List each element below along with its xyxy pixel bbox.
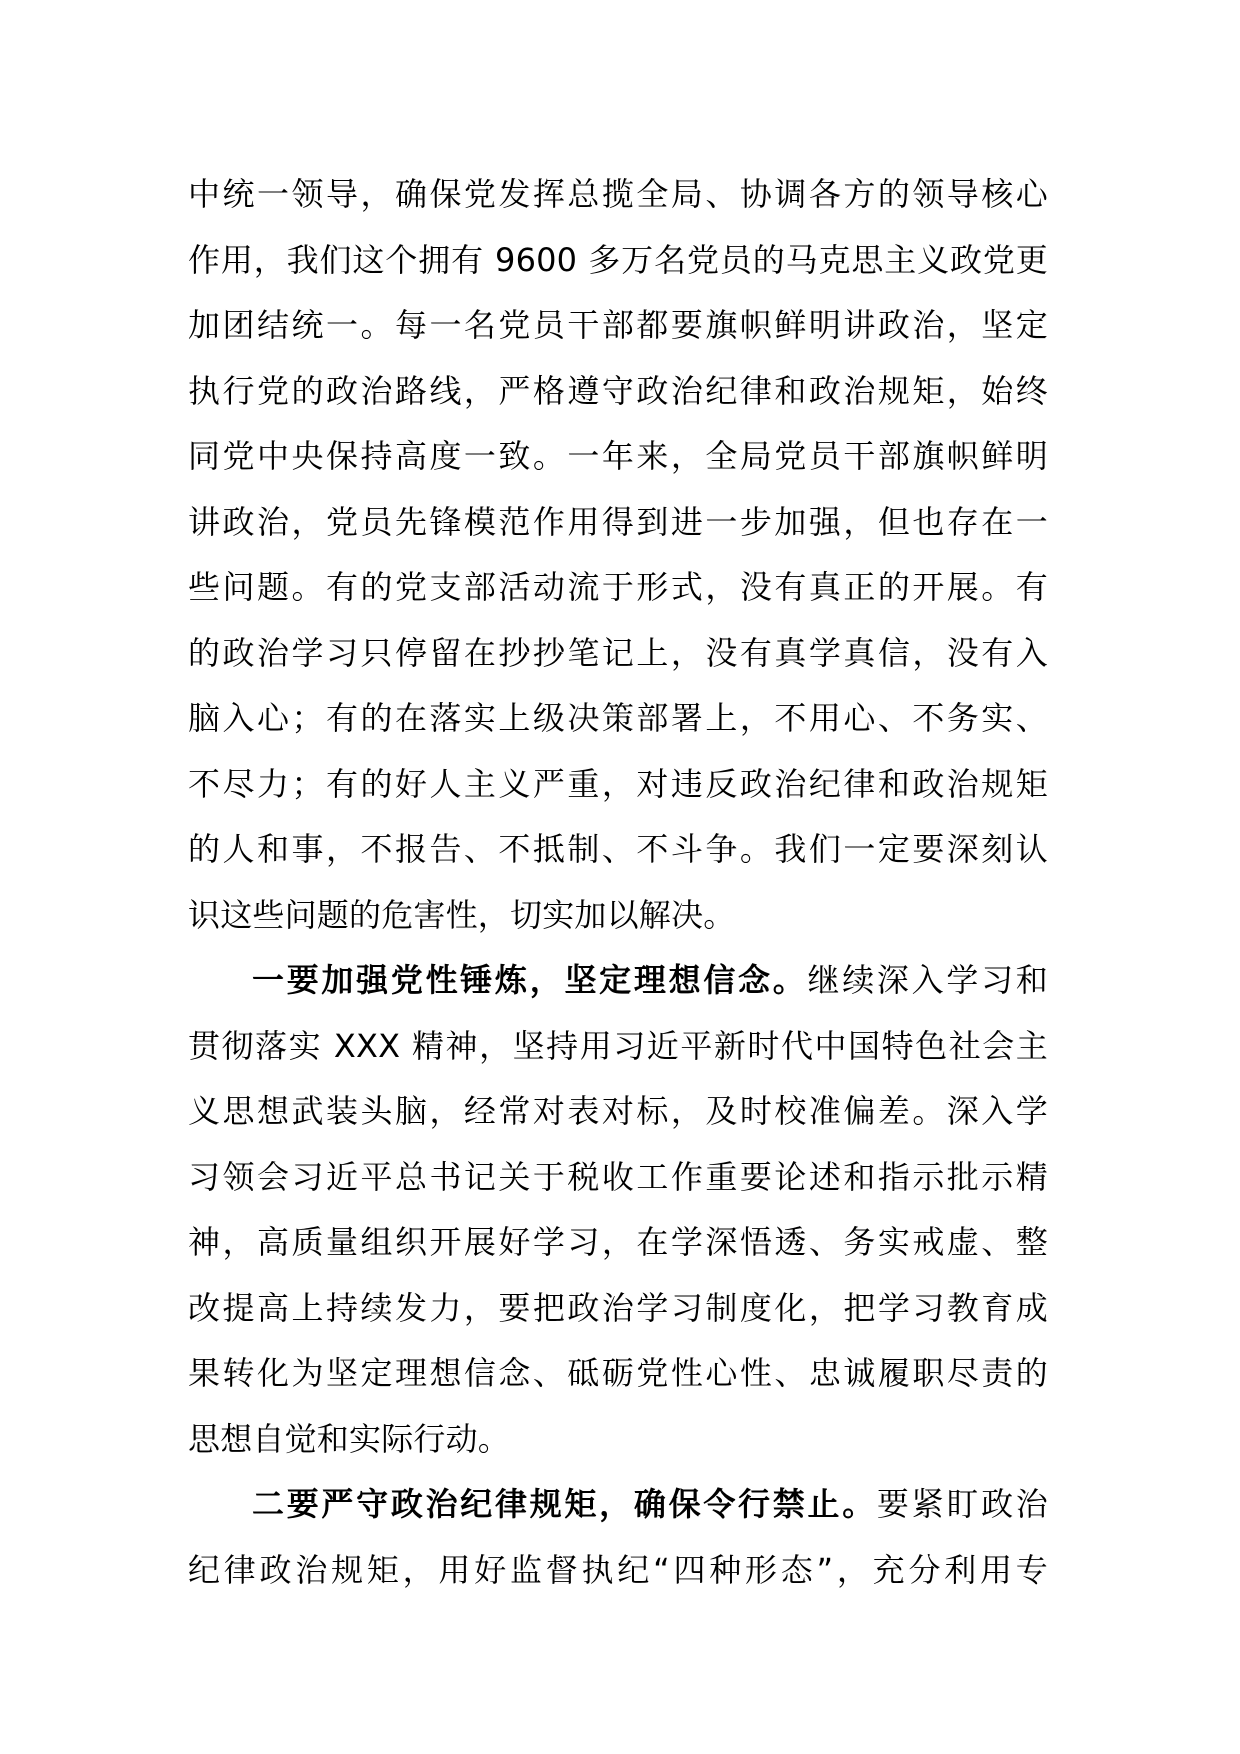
text-line: 改提高上持续发力，要把政治学习制度化，把学习教育成 — [188, 1288, 1048, 1327]
text-line: 义思想武装头脑，经常对表对标，及时校准偏差。深入学 — [188, 1092, 1048, 1130]
paragraph-heading: 一要加强党性锤炼，坚定理想信念。 — [252, 961, 808, 999]
text-line-first — [188, 1472, 1048, 1538]
text-line: 的人和事，不报告、不抵制、不斗争。我们一定要深刻认 — [188, 830, 1048, 868]
text-line: 讲政治，党员先锋模范作用得到进一步加强，但也存在一 — [188, 502, 1048, 541]
document-body — [188, 162, 1048, 1603]
paragraph-3 — [188, 1472, 1048, 1603]
text-line: 的政治学习只停留在抄抄笔记上，没有真学真信，没有入 — [188, 633, 1048, 672]
text-line: 习领会习近平总书记关于税收工作重要论述和指示批示精 — [188, 1157, 1048, 1196]
text-line-first — [188, 948, 1048, 1014]
text-line: 作用，我们这个拥有 9600 多万名党员的马克思主义政党更 — [188, 240, 1048, 279]
text-line: 识这些问题的危害性，切实加以解决。 — [188, 895, 736, 934]
text-line: 脑入心；有的在落实上级决策部署上，不用心、不务实、 — [188, 699, 1048, 737]
heading-continuation: 要紧盯政治 — [876, 1485, 1048, 1523]
text-line: 纪律政治规矩，用好监督执纪“四种形态”，充分利用专 — [188, 1550, 1048, 1589]
paragraph-1 — [188, 162, 1048, 948]
text-line: 些问题。有的党支部活动流于形式，没有真正的开展。有 — [188, 568, 1048, 606]
text-line: 神，高质量组织开展好学习，在学深悟透、务实戒虚、整 — [188, 1223, 1048, 1261]
paragraph-heading: 二要严守政治纪律规矩，确保令行禁止。 — [252, 1485, 877, 1523]
text-line: 加团结统一。每一名党员干部都要旗帜鲜明讲政治，坚定 — [188, 306, 1048, 344]
heading-continuation: 继续深入学习和 — [807, 961, 1049, 999]
text-line: 贯彻落实 XXX 精神，坚持用习近平新时代中国特色社会主 — [188, 1026, 1048, 1065]
text-line: 同党中央保持高度一致。一年来，全局党员干部旗帜鲜明 — [188, 437, 1048, 475]
text-line: 果转化为坚定理想信念、砥砺党性心性、忠诚履职尽责的 — [188, 1354, 1048, 1392]
text-line: 中统一领导，确保党发挥总揽全局、协调各方的领导核心 — [188, 175, 1048, 213]
paragraph-2 — [188, 948, 1048, 1472]
text-line: 不尽力；有的好人主义严重，对违反政治纪律和政治规矩 — [188, 764, 1048, 803]
text-line: 思想自觉和实际行动。 — [188, 1419, 511, 1458]
text-line: 执行党的政治路线，严格遵守政治纪律和政治规矩，始终 — [188, 371, 1048, 410]
